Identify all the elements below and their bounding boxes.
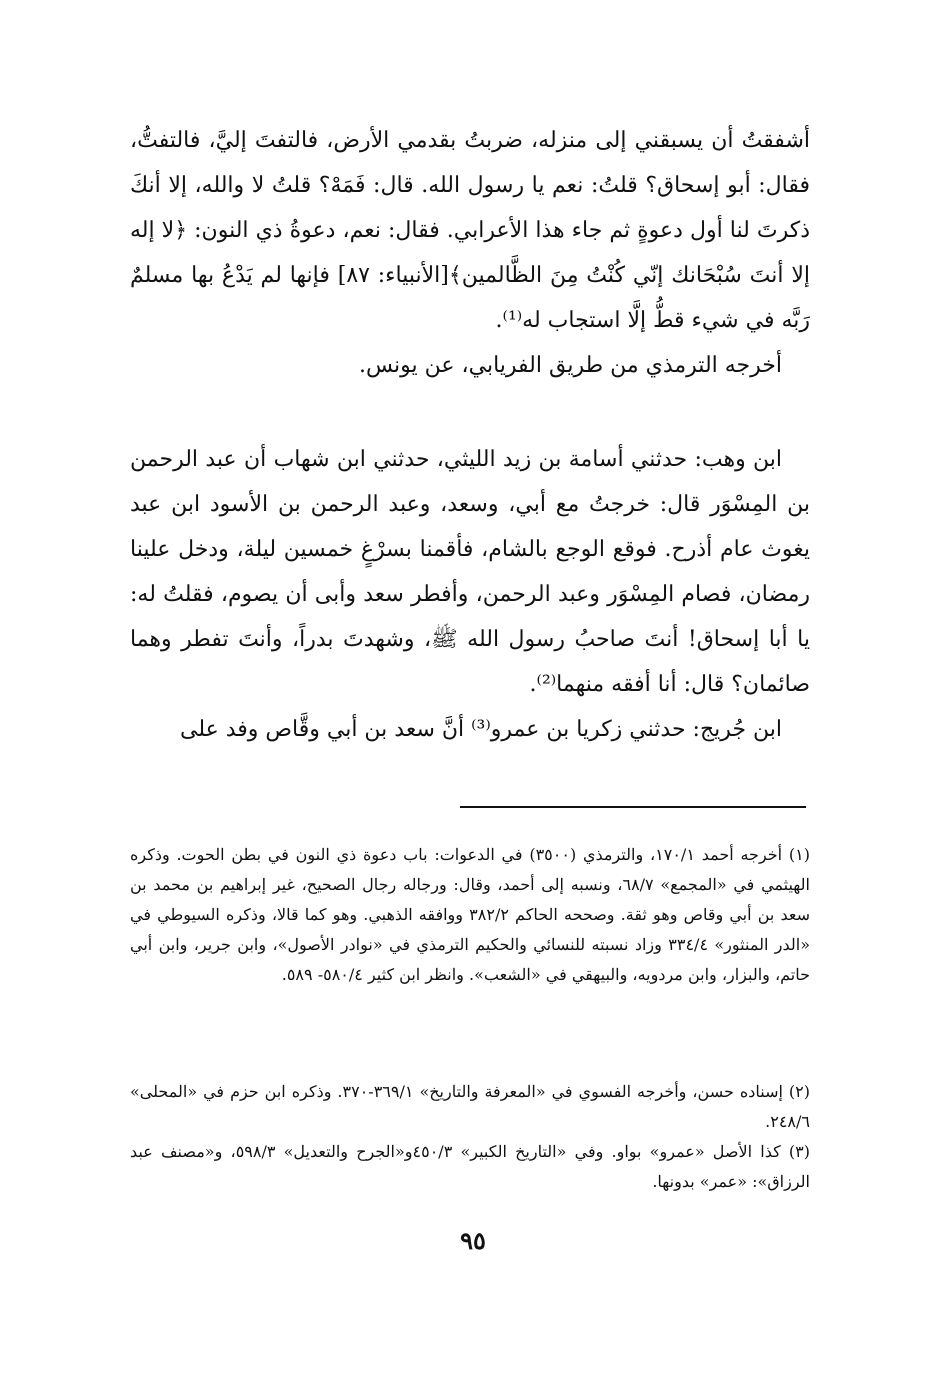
paragraph-hadith-dua: أشفقتُ أن يسبقني إلى منزله، ضربتُ بقدمي الأرض، فالتفتَ إليَّ، فالتفتُّ، فقال: أبو إسحاق؟ قلتُ: نعم يا رسول الله. قال: فَمَهْ؟ قلتُ لا والله، إلا أنكَ ذكرتَ لنا أول دعوةٍ ثم جاء هذا الأعرابي. فقال: نعم، دعوةُ ذي النون: ﴿لا إله إلا أنتَ سُبْحَانك إنّي كُنْتُ مِنَ الظَّالمين﴾[الأنبياء: ٨٧] فإنها لم يَدْعُ بها مسلمٌ رَبَّه في شيء قطُّ إلَّا استجاب له⁽¹⁾. [130, 128, 810, 333]
paragraph-ibn-wahb: ابن وهب: حدثني أسامة بن زيد الليثي، حدثني ابن شهاب أن عبد الرحمن بن المِسْوَر قال: خرجتُ مع أبي، وسعد، وعبد الرحمن بن الأسود ابن عبد يغوث عام أذرح. فوقع الوجع بالشام، فأقمنا بسرْغٍ خمسين ليلة، ودخل علينا رمضان، فصام المِسْوَر وعبد الرحمن، وأفطر سعد وأبى أن يصوم، فقلتُ له: يا أبا إسحاق! أنتَ صاحبُ رسول الله ﷺ، وشهدتَ بدراً، وأنتَ تفطر وهما صائمان؟ قال: أنا أفقه منهما⁽²⁾. [130, 447, 810, 697]
paragraph-ibn-jurayj: ابن جُريج: حدثني زكريا بن عمرو⁽³⁾ أنَّ سعد بن أبي وقَّاص وفد على [180, 717, 782, 742]
footnotes-section [130, 840, 810, 990]
footnotes-section-continued [130, 1077, 810, 1197]
footnote-3: (٣) كذا الأصل «عمرو» بواو. وفي «التاريخ الكبير» ٤٥٠/٣و«الجرح والتعديل» ٥٩٨/٣، و«مصنف عبد الرزاق»: «عمر» بدونها. [130, 1142, 811, 1191]
main-text-bottom [130, 437, 810, 752]
footnote-1: (١) أخرجه أحمد ١٧٠/١، والترمذي (٣٥٠٠) في الدعوات: باب دعوة ذي النون في بطن الحوت. وذكره الهيثمي في «المجمع» ٦٨/٧، ونسبه إلى أحمد، وقال: ورجاله رجال الصحيح، غير إبراهيم بن محمد بن سعد بن أبي وقاص وهو ثقة. وصححه الحاكم ٣٨٢/٢ ووافقه الذهبي. وهو كما قالا، وذكره السيوطي في «الدر المنثور» ٣٣٤/٤ وزاد نسبته للنسائي والحكيم الترمذي في «نوادر الأصول»، وابن جرير، وابن أبي حاتم، والبزار، وابن مردويه، والبيهقي في «الشعب». وانظر ابن كثير ٥٨٠/٤- ٥٨٩. [130, 845, 811, 984]
footnote-2: (٢) إسناده حسن، وأخرجه الفسوي في «المعرفة والتاريخ» ٣٦٩/١-٣٧٠. وذكره ابن حزم في «المحلى» ٢٤٨/٦. [130, 1082, 810, 1131]
paragraph-takhrij: أخرجه الترمذي من طريق الفريابي، عن يونس. [359, 353, 782, 378]
footnote-divider [460, 806, 806, 808]
page-number: ٩٥ [460, 1226, 486, 1255]
main-text-top [130, 118, 810, 388]
